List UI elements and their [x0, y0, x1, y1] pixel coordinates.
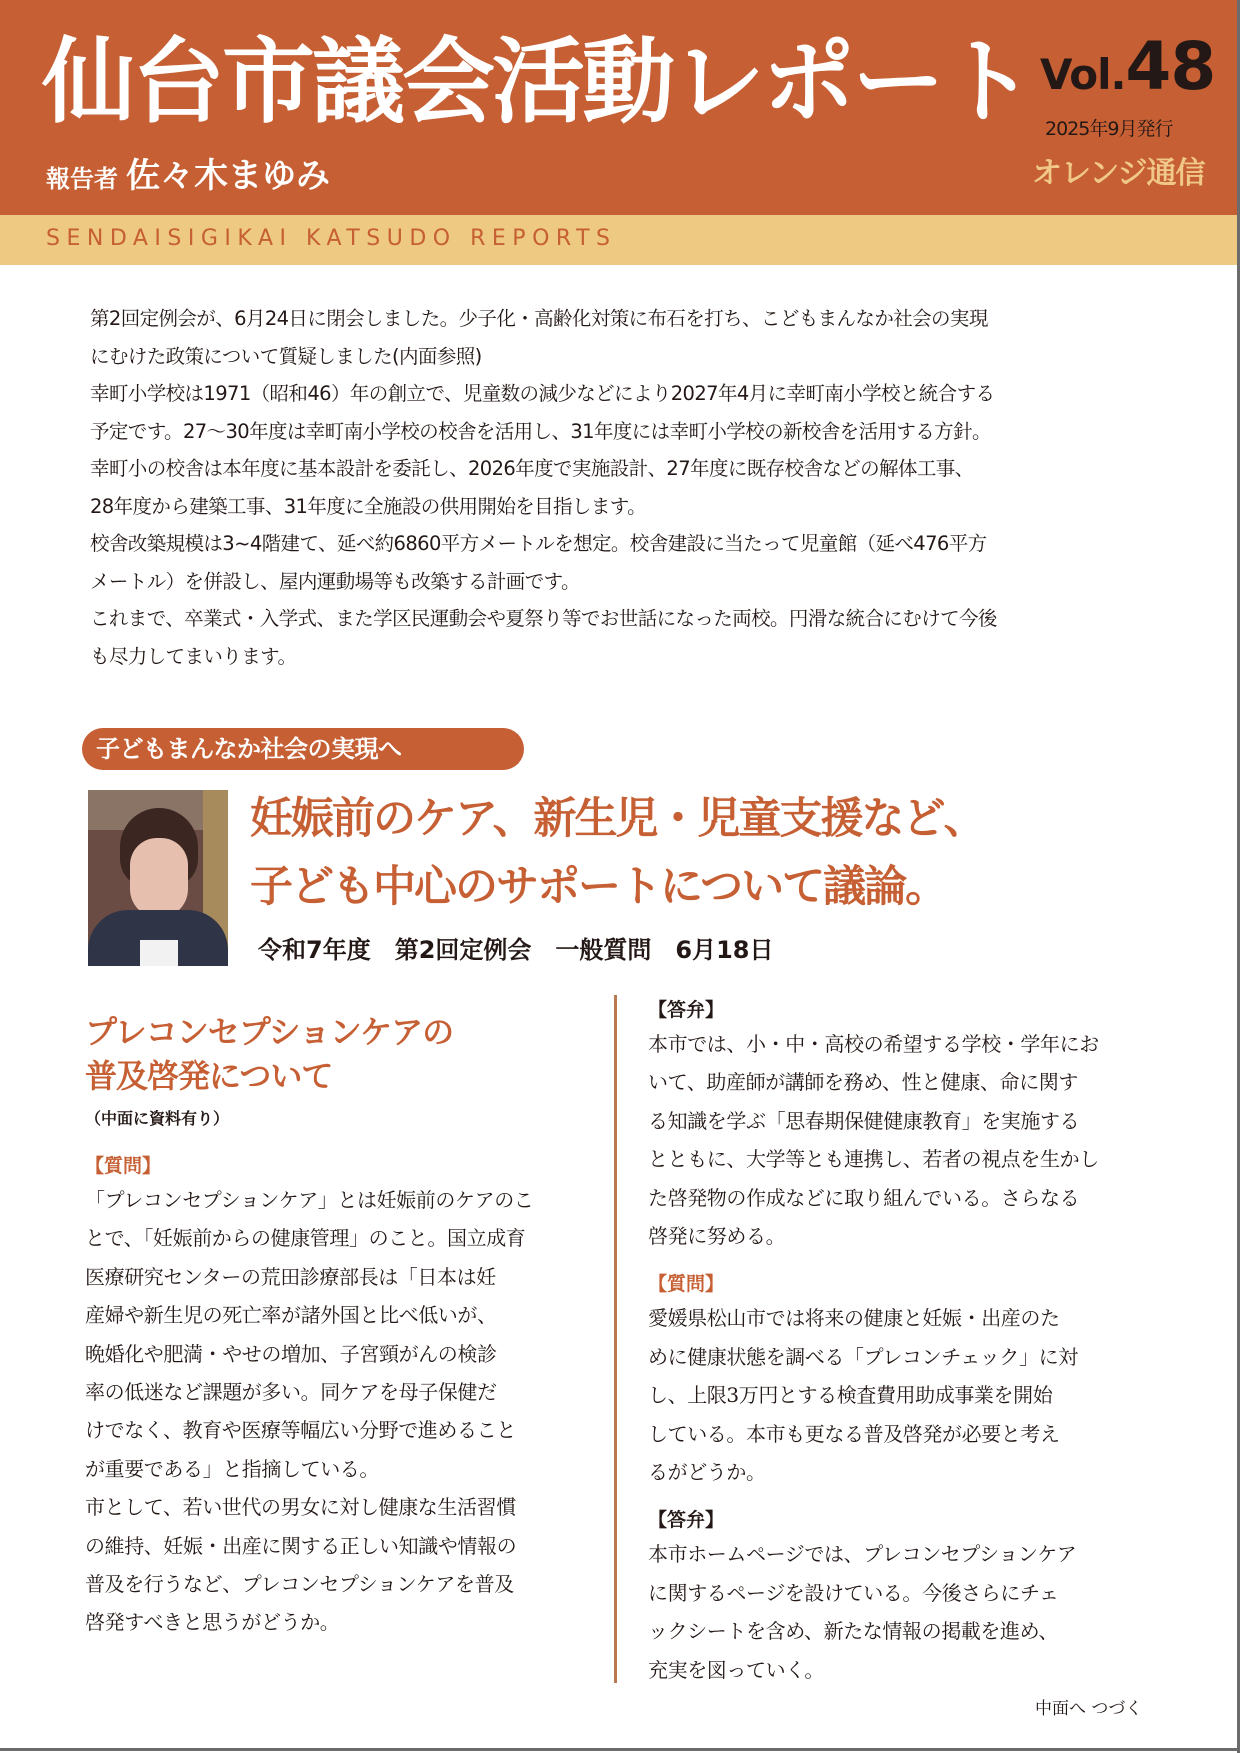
issue-date: 2025年9月発行	[1045, 118, 1173, 140]
question-tag: 【質問】	[85, 1155, 162, 1177]
session-info: 令和7年度 第2回定例会 一般質問 6月18日	[258, 936, 774, 964]
masthead	[0, 0, 1240, 215]
intro-line: 予定です。27〜30年度は幸町南小学校の校舎を活用し、31年度には幸町小学校の新校舎を活用する方針。	[90, 419, 991, 443]
text-line: 本市では、小・中・高校の希望する学校・学年にお	[648, 1032, 1099, 1056]
intro-line: も尽力してまいります。	[90, 644, 297, 668]
subtitle-english: SENDAISIGIKAI KATSUDO REPORTS	[46, 226, 617, 251]
right-column	[648, 995, 1168, 1689]
volume-number: 48	[1125, 28, 1216, 105]
text-line: に関するページを設けている。今後さらにチェ	[648, 1580, 1059, 1605]
intro-line: これまで、卒業式・入学式、また学区民運動会や夏祭り等でお世話になった両校。円滑な統合にむけて今後	[90, 607, 997, 630]
feature-headline	[250, 785, 985, 921]
text-line: 普及を行うなど、プレコンセプションケアを普及	[85, 1572, 514, 1597]
text-line: の維持、妊娠・出産に関する正しい知識や情報の	[85, 1533, 517, 1558]
text-line: とで、「妊娠前からの健康管理」のこと。国立成育	[85, 1226, 526, 1251]
intro-line: 幸町小学校は1971（昭和46）年の創立で、児童数の減少などにより2027年4月に幸町南小学校と統合する	[90, 382, 995, 405]
intro-text	[90, 300, 1150, 675]
question-tag: 【質問】	[648, 1273, 725, 1296]
text-line: 晩婚化や肥満・やせの増加、子宮頸がんの検診	[85, 1341, 497, 1366]
intro-line: 幸町小の校舎は本年度に基本設計を委託し、2026年度で実施設計、27年度に既存校舎などの解体工事、	[90, 457, 974, 480]
reporter-name: 佐々木まゆみ	[126, 156, 330, 196]
newsletter-name: オレンジ通信	[1032, 156, 1205, 191]
text-line: た啓発物の作成などに取り組んでいる。さらなる	[648, 1185, 1080, 1210]
reporter-label: 報告者	[46, 165, 118, 193]
text-line: けでなく、教育や医療等幅広い分野で進めること	[85, 1418, 516, 1443]
text-line: 本市ホームページでは、プレコンセプションケア	[648, 1542, 1077, 1567]
section-title	[85, 1010, 585, 1098]
left-column	[85, 1010, 585, 1642]
headline-line: 妊娠前のケア、新生児・児童支援など、	[250, 794, 985, 844]
text-line: 医療研究センターの荒田診療部長は「日本は妊	[85, 1264, 496, 1289]
headline-line: 子ども中心のサポートについて議論。	[250, 862, 947, 912]
text-line: 産婦や新生児の死亡率が諸外国と比べ低いが、	[85, 1303, 497, 1328]
photo-face	[130, 838, 188, 918]
text-line: 愛媛県松山市では将来の健康と妊娠・出産のた	[648, 1306, 1060, 1331]
photo-shirt	[140, 940, 178, 966]
text-line: 市として、若い世代の男女に対し健康な生活習慣	[85, 1495, 516, 1520]
text-line: るがどうか。	[648, 1460, 766, 1485]
text-line: とともに、大学等とも連携し、若者の視点を生かし	[648, 1147, 1099, 1172]
text-line: が重要である」と指摘している。	[85, 1456, 379, 1481]
text-line: めに健康状態を調べる「プレコンチェック」に対	[648, 1344, 1078, 1369]
newsletter-title: 仙台市議会活動レポート	[42, 28, 1032, 136]
text-line: 率の低迷など課題が多い。同ケアを母子保健だ	[85, 1380, 497, 1405]
page-border-bottom	[0, 1748, 1240, 1751]
intro-line: メートル）を併設し、屋内運動場等も改築する計画です。	[90, 569, 580, 593]
intro-line: 第2回定例会が、6月24日に閉会しました。少子化・高齢化対策に布石を打ち、こどもまんなか社会の実現	[90, 307, 988, 330]
question-text	[85, 1181, 585, 1642]
text-line: し、上限3万円とする検査費用助成事業を開始	[648, 1383, 1053, 1408]
section-title-line: プレコンセプションケアの	[85, 1013, 454, 1051]
answer-text	[648, 1535, 1168, 1689]
question-text	[648, 1299, 1168, 1491]
reporter-photo	[88, 790, 228, 966]
section-pill-label: 子どもまんなか社会の実現へ	[82, 728, 524, 770]
intro-line: 28年度から建築工事、31年度に全施設の供用開始を目指します。	[90, 494, 646, 518]
reporter	[46, 148, 330, 197]
answer-tag: 【答弁】	[648, 1509, 725, 1532]
text-line: 充実を図っていく。	[648, 1657, 824, 1682]
text-line: 啓発に努める。	[648, 1224, 786, 1249]
column-divider	[614, 995, 617, 1683]
subtitle-band	[0, 215, 1240, 265]
text-line: いて、助産師が講師を務め、性と健康、命に関す	[648, 1070, 1078, 1095]
text-line: している。本市も更なる普及啓発が必要と考え	[648, 1421, 1060, 1446]
continue-note: 中面へ つづく	[1035, 1699, 1143, 1719]
text-line: 啓発すべきと思うがどうか。	[85, 1610, 340, 1635]
section-title-line: 普及啓発について	[85, 1057, 333, 1095]
text-line: ックシートを含め、新たな情報の掲載を進め、	[648, 1619, 1058, 1644]
text-line: 「プレコンセプションケア」とは妊娠前のケアのこ	[85, 1188, 534, 1212]
intro-line: にむけた政策について質疑しました(内面参照)	[90, 344, 482, 368]
volume	[1040, 28, 1215, 105]
text-line: る知識を学ぶ「思春期保健健康教育」を実施する	[648, 1108, 1080, 1133]
intro-line: 校舎改築規模は3~4階建て、延べ約6860平方メートルを想定。校舎建設に当たって児童館（延べ476平方	[90, 532, 987, 555]
volume-prefix: Vol.	[1040, 50, 1126, 99]
answer-tag: 【答弁】	[648, 999, 725, 1021]
answer-text	[648, 1025, 1168, 1255]
section-note: （中面に資料有り）	[85, 1109, 230, 1128]
